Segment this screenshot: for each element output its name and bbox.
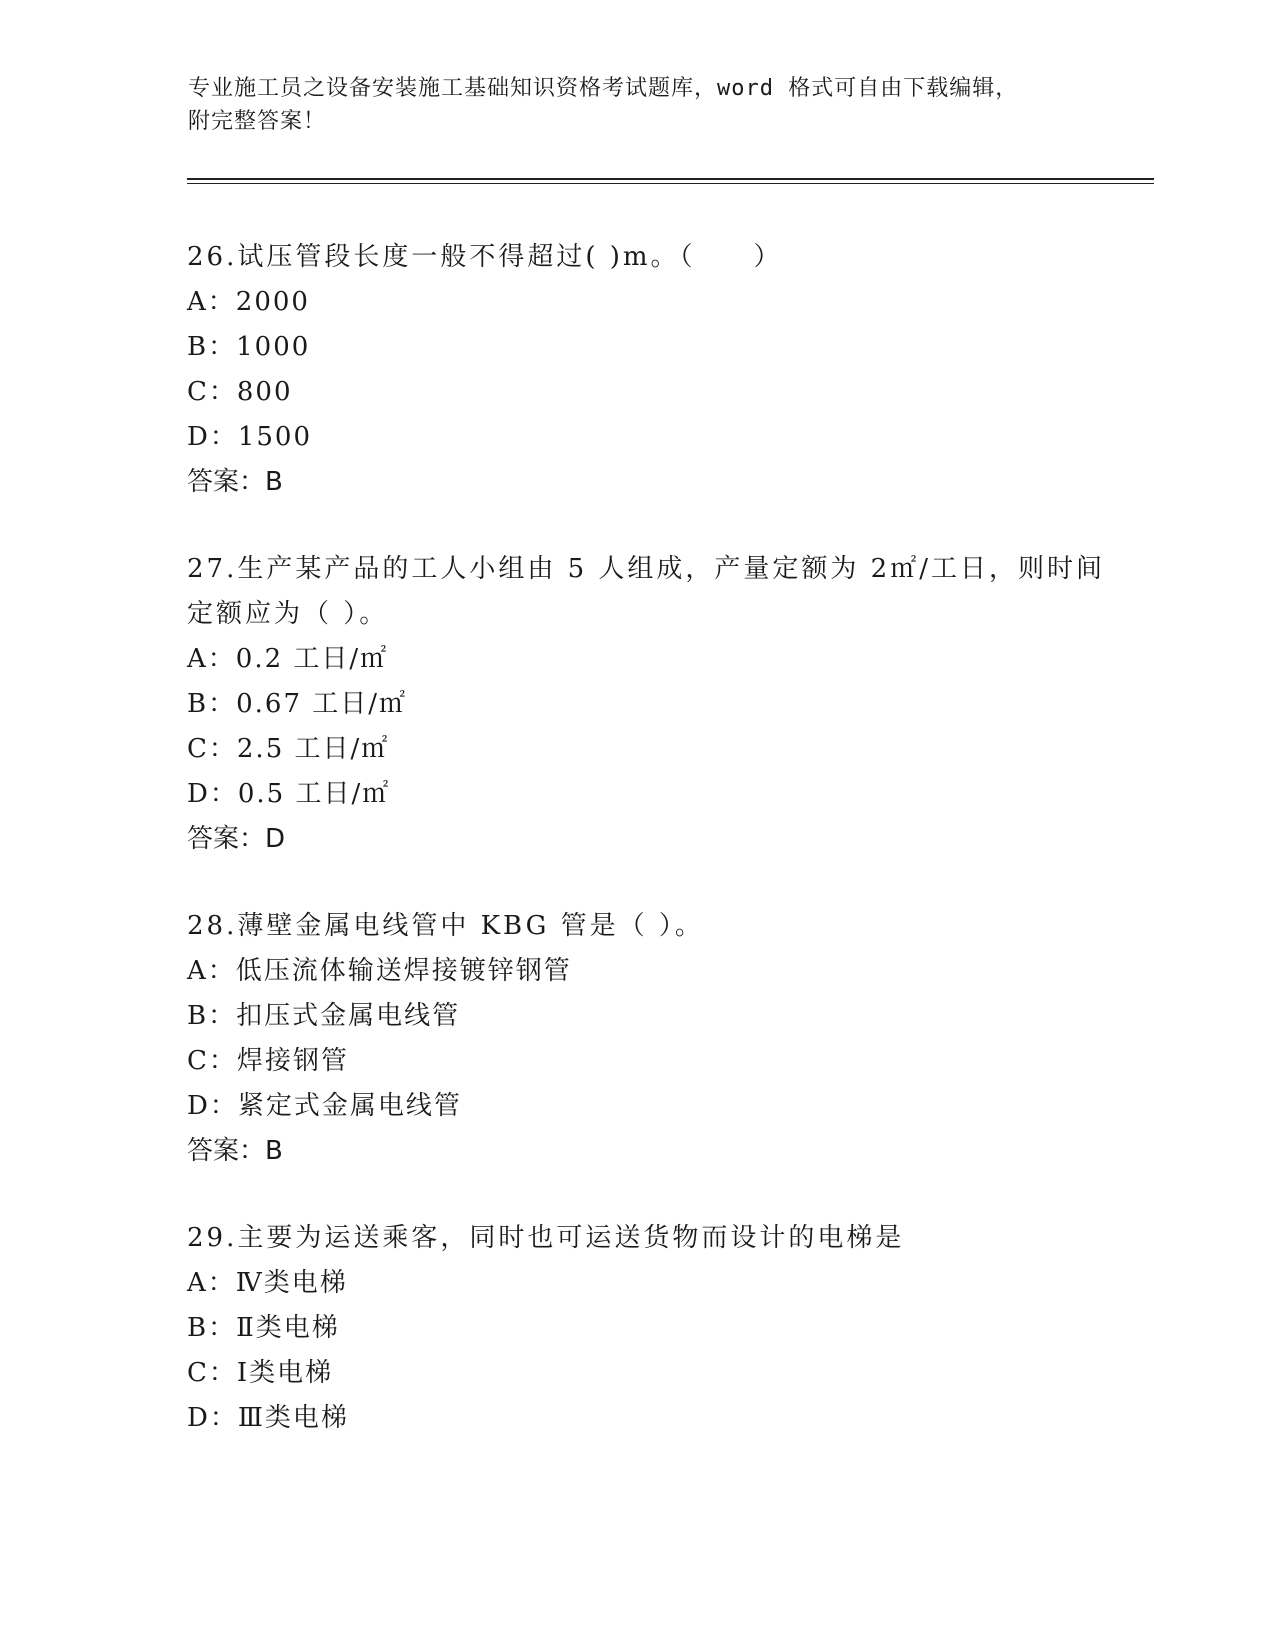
question-option: A：2000 — [187, 287, 310, 317]
header-line-1: 专业施工员之设备安装施工基础知识资格考试题库，word 格式可自由下载编辑， — [188, 76, 1019, 101]
question-option: C：800 — [187, 377, 293, 407]
question-stem: 28.薄壁金属电线管中 KBG 管是（ ）。 — [187, 911, 704, 941]
question-option: A：Ⅳ类电梯 — [187, 1268, 348, 1298]
question-list — [187, 235, 1147, 1483]
header-divider-thick — [187, 178, 1154, 180]
question-option: D：0.5 工日/㎡ — [187, 779, 391, 809]
question-stem: 27.生产某产品的工人小组由 5 人组成，产量定额为 2㎡/工日，则时间 — [187, 554, 1105, 584]
question-option: C：2.5 工日/㎡ — [187, 734, 390, 764]
question-option: B：1000 — [187, 332, 311, 362]
question-option: D：Ⅲ类电梯 — [187, 1403, 349, 1433]
question-option: A：低压流体输送焊接镀锌钢管 — [187, 956, 572, 986]
question-stem: 26.试压管段长度一般不得超过( )m。（ ） — [187, 242, 783, 272]
question-option: C：Ⅰ类电梯 — [187, 1358, 334, 1388]
header-line-2: 附完整答案！ — [188, 109, 327, 134]
question-answer: 答案：D — [187, 824, 286, 854]
question-stem: 定额应为（ ）。 — [187, 599, 389, 629]
question-answer: 答案：B — [187, 1136, 283, 1166]
question-block — [187, 904, 1147, 1174]
question-option: B：扣压式金属电线管 — [187, 1001, 461, 1031]
question-option: C：焊接钢管 — [187, 1046, 349, 1076]
question-stem: 29.主要为运送乘客，同时也可运送货物而设计的电梯是 — [187, 1223, 905, 1253]
question-answer: 答案：B — [187, 467, 283, 497]
question-option: B：0.67 工日/㎡ — [187, 689, 408, 719]
question-block — [187, 1216, 1147, 1441]
document-header — [188, 72, 1088, 138]
question-option: D：紧定式金属电线管 — [187, 1091, 462, 1121]
question-block — [187, 235, 1147, 505]
question-option: D：1500 — [187, 422, 313, 452]
question-option: A：0.2 工日/㎡ — [187, 644, 389, 674]
question-block — [187, 547, 1147, 862]
header-divider-thin — [187, 183, 1154, 184]
question-option: B：Ⅱ类电梯 — [187, 1313, 340, 1343]
